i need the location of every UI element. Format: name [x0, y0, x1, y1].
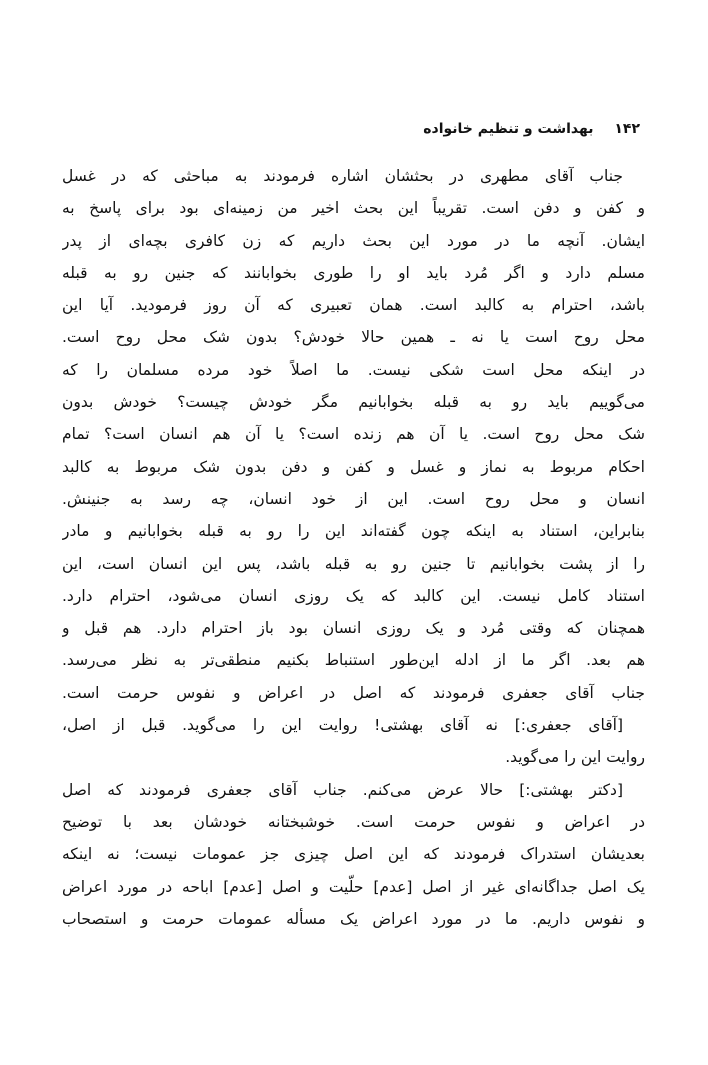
text-line: همچنان که وقتی مُرد و یک روزی انسان بود باز احترام دارد. هم قبل و	[62, 619, 645, 638]
running-header	[423, 121, 640, 137]
text-line: در اینکه محل است شکی نیست. ما اصلاً خود مرده مسلمان را که	[62, 360, 645, 379]
text-line: [آقای جعفری:] نه آقای بهشتی! روایت این را می‌گوید. قبل از اصل،	[62, 716, 623, 735]
text-line: شک محل روح است. یا آن هم زنده است؟ یا آن هم انسان است؟ تمام	[62, 425, 645, 444]
text-line: یک اصل جداگانه‌ای غیر از اصل [عدم] حلّیت و اصل [عدم] اباحه در مورد اعراض	[62, 877, 645, 896]
text-line: باشد، احترام به کالبد است. همان تعبیری که آن روز فرمودید. آیا این	[62, 296, 645, 315]
text-line: هم بعد. اگر ما از ادله این‌طور استنباط بکنیم منطقی‌تر به نظر می‌رسد.	[62, 651, 645, 670]
text-line: مسلم دارد و اگر مُرد باید او را طوری بخوابانند که جنین رو به قبله	[62, 263, 645, 282]
text-line: [دکتر بهشتی:] حالا عرض می‌کنم. جناب آقای جعفری فرمودند که اصل	[62, 780, 623, 799]
page-number: ۱۴۲	[614, 121, 640, 137]
text-line: و کفن و دفن است. تقریباً این بحث اخیر من زمینه‌ای بود برای پاسخ به	[62, 199, 645, 218]
running-title: بهداشت و تنظیم خانواده	[423, 121, 594, 137]
text-line: بعدیشان استدراک فرمودند که این اصل چیزی جز عمومات نیست؛ نه اینکه	[62, 845, 645, 864]
page-body-text	[62, 160, 645, 935]
text-line: و نفوس داریم. ما در مورد اعراض یک مسأله عمومات حرمت و استصحاب	[62, 909, 645, 928]
text-line: احکام مربوط به نماز و غسل و کفن و دفن بدون شک مربوط به کالبد	[62, 457, 645, 476]
text-line: روایت این را می‌گوید.	[505, 748, 645, 767]
text-line: بنابراین، استناد به اینکه چون گفته‌اند این را رو به قبله بخوابانیم و مادر	[62, 522, 645, 541]
text-line: محل روح است یا نه ـ همین حالا خودش؟ بدون شک محل روح است.	[62, 328, 645, 347]
text-line: می‌گوییم باید رو به قبله بخوابانیم مگر خودش چیست؟ خودش بدون	[62, 393, 645, 412]
text-line: ایشان. آنچه ما در مورد این بحث داریم که زن کافری بچه‌ای از پدر	[62, 231, 645, 250]
text-line: را از پشت بخوابانیم تا جنین رو به قبله باشد، پس این انسان است، این	[62, 554, 645, 573]
text-line: جناب آقای مطهری در بحثشان اشاره فرمودند به مباحثی که در غسل	[62, 167, 623, 185]
text-line: استناد کامل نیست. این کالبد که یک روزی انسان می‌شود، احترام دارد.	[62, 586, 645, 605]
text-line: انسان و محل روح است. این از خود انسان، چه رسد به جنینش.	[62, 489, 645, 508]
text-line: جناب آقای جعفری فرمودند که اصل در اعراض و نفوس حرمت است.	[62, 683, 645, 702]
text-line: در اعراض و نفوس حرمت است. خوشبختانه خودشان بعد با توضیح	[62, 812, 645, 831]
